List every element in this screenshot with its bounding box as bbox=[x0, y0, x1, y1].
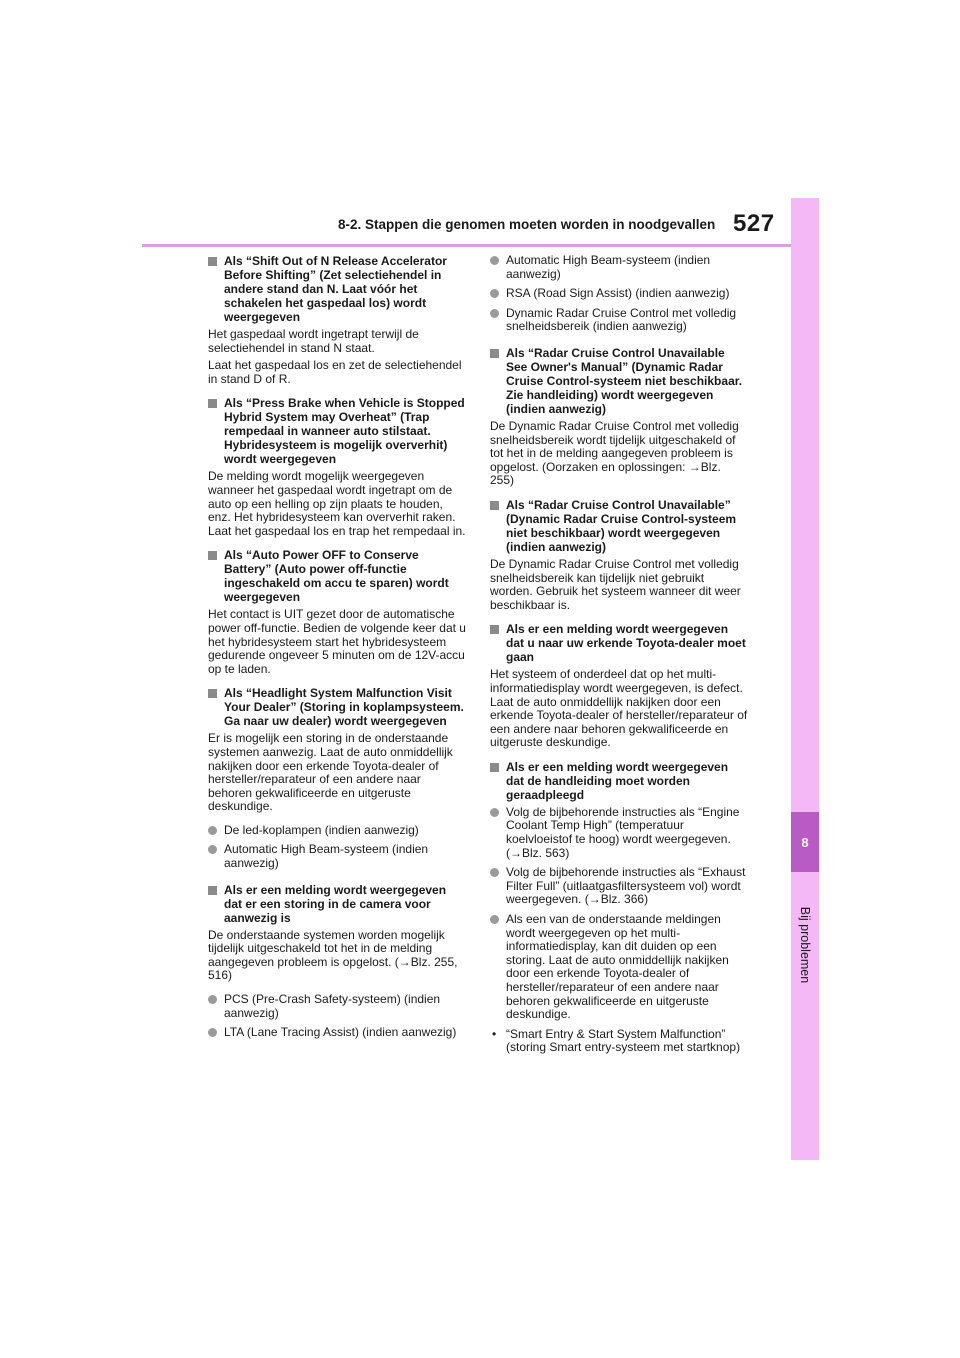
page-number: 527 bbox=[733, 210, 775, 237]
header-divider bbox=[142, 244, 791, 247]
heading-text: Als er een melding wordt weergegeven dat u naar uw erkende Toyota-dealer moet gaan bbox=[506, 622, 746, 665]
list-item-text: De led-koplampen (indien aanwezig) bbox=[224, 822, 419, 837]
list-item bbox=[208, 993, 466, 1020]
list-item bbox=[490, 866, 748, 907]
heading-text: Als “Radar Cruise Control Unavailable” (Dynamic Radar Cruise Control-systeem niet beschikbaar) wordt weergegeven (indien aanwezig) bbox=[506, 497, 737, 554]
square-bullet-icon bbox=[490, 625, 499, 634]
section-heading bbox=[490, 346, 748, 416]
list-item-text: LTA (Lane Tracing Assist) (indien aanwezig) bbox=[224, 1025, 457, 1040]
chapter-tab[interactable] bbox=[791, 812, 819, 872]
section-heading bbox=[490, 760, 748, 802]
heading-text: Als “Radar Cruise Control Unavailable See Owner's Manual” (Dynamic Radar Cruise Control-systeem niet beschikbaar. Zie handleiding) wordt weergegeven (indien aanwezig) bbox=[506, 345, 743, 416]
left-column bbox=[208, 254, 466, 1046]
paragraph: Er is mogelijk een storing in de onderstaande systemen aanwezig. Laat de auto onmiddellijk nakijken door een erkende Toyota-dealer of hersteller/reparateur of een andere naar behoren gekwalificeerde en uitgeruste deskundige. bbox=[208, 731, 453, 814]
sub-list-item bbox=[490, 1028, 748, 1055]
list-item-text: Automatic High Beam-systeem (indien aanwezig) bbox=[506, 253, 711, 281]
square-bullet-icon bbox=[490, 349, 499, 358]
square-bullet-icon bbox=[208, 551, 217, 560]
section-heading bbox=[208, 686, 466, 728]
square-bullet-icon bbox=[208, 399, 217, 408]
heading-text: Als er een melding wordt weergegeven dat de handleiding moet worden geraadpleegd bbox=[506, 759, 729, 802]
list-item bbox=[490, 913, 748, 1022]
round-bullet-icon bbox=[208, 1028, 217, 1037]
heading-text: Als “Press Brake when Vehicle is Stopped Hybrid System may Overheat” (Trap rempedaal in wanneer auto stilstaat. Hybridesysteem is mogelijk oververhit) wordt weergegeven bbox=[224, 396, 465, 467]
heading-text: Als “Shift Out of N Release Accelerator Before Shifting” (Zet selectiehendel in andere stand dan N. Laat vóór het schakelen het gaspedaal los) wordt weergegeven bbox=[224, 254, 447, 324]
round-bullet-icon bbox=[490, 256, 499, 265]
paragraph: Het contact is UIT gezet door de automatische power off-functie. Bedien de volgende keer dat u het hybridesysteem start het hybridesysteem gedurende ongeveer 5 minuten om de 12V-accu op te laden. bbox=[208, 607, 466, 676]
list-item bbox=[490, 806, 748, 860]
chapter-number: 8 bbox=[801, 834, 809, 850]
paragraph: Laat het gaspedaal los en zet de selectiehendel in stand D of R. bbox=[208, 358, 462, 386]
list-item-text: Als een van de onderstaande meldingen wordt weergegeven op het multi-informatiedisplay, kan dit duiden op een storing. Laat de auto onmiddellijk nakijken door een erkende Toyota-dealer of hersteller/reparateur of een andere naar behoren gekwalificeerde en uitgeruste deskundige. bbox=[506, 912, 729, 1022]
square-bullet-icon bbox=[208, 886, 217, 895]
sub-bullet-mark: • bbox=[492, 1026, 497, 1041]
list-item bbox=[490, 254, 748, 281]
list-item-text: RSA (Road Sign Assist) (indien aanwezig) bbox=[506, 286, 730, 301]
list-item-text: Dynamic Radar Cruise Control met volledig snelheidsbereik (indien aanwezig) bbox=[506, 305, 737, 334]
section-title: 8-2. Stappen die genomen moeten worden in noodgevallen bbox=[338, 217, 716, 232]
square-bullet-icon bbox=[490, 763, 499, 772]
heading-text: Als “Headlight System Malfunction Visit Your Dealer” (Storing in koplampsysteem. Ga naar uw dealer) wordt weergegeven bbox=[224, 686, 464, 729]
section-heading bbox=[208, 254, 466, 324]
paragraph: De melding wordt mogelijk weergegeven wanneer het gaspedaal wordt ingetrapt om de auto op een helling op zijn plaats te houden, enz. Het hybridesysteem kan oververhit raken. Laat het gaspedaal los en trap het rempedaal in. bbox=[208, 469, 466, 538]
round-bullet-icon bbox=[208, 826, 217, 835]
round-bullet-icon bbox=[490, 309, 499, 318]
round-bullet-icon bbox=[490, 915, 499, 924]
chapter-side-band bbox=[791, 198, 819, 1160]
round-bullet-icon bbox=[208, 845, 217, 854]
list-item-text: PCS (Pre-Crash Safety-systeem) (indien aanwezig) bbox=[224, 992, 441, 1020]
list-item bbox=[208, 824, 466, 838]
square-bullet-icon bbox=[208, 257, 217, 266]
paragraph: De onderstaande systemen worden mogelijk tijdelijk uitgeschakeld tot het in de melding aangegeven probleem is opgelost. (→Blz. 255, 516) bbox=[208, 927, 458, 983]
paragraph: Het gaspedaal wordt ingetrapt terwijl de selectiehendel in stand N staat. bbox=[208, 327, 419, 355]
paragraph: Het systeem of onderdeel dat op het multi-informatiedisplay wordt weergegeven, is defect. Laat de auto onmiddellijk nakijken door een erkende Toyota-dealer of hersteller/reparateur of een andere naar behoren gekwalificeerde en uitgeruste deskundige. bbox=[490, 667, 748, 750]
round-bullet-icon bbox=[490, 289, 499, 298]
list-item-text: Volg de bijbehorende instructies als “Exhaust Filter Full” (uitlaatgasfiltersysteem vol) wordt weergegeven. (→Blz. 366) bbox=[506, 865, 746, 907]
list-item bbox=[208, 843, 466, 870]
heading-text: Als er een melding wordt weergegeven dat er een storing in de camera voor aanwezig is bbox=[224, 882, 447, 925]
heading-text: Als “Auto Power OFF to Conserve Battery” (Auto power off-functie ingeschakeld om accu te sparen) wordt weergegeven bbox=[224, 548, 449, 605]
list-item bbox=[208, 1026, 466, 1040]
paragraph: De Dynamic Radar Cruise Control met volledig snelheidsbereik wordt tijdelijk uitgeschakeld of tot het in de melding aangegeven probleem is opgelost. (Oorzaken en oplossingen: →Blz. 255) bbox=[490, 418, 739, 488]
section-heading bbox=[490, 622, 748, 664]
list-item-text: Automatic High Beam-systeem (indien aanwezig) bbox=[224, 842, 429, 871]
square-bullet-icon bbox=[208, 689, 217, 698]
section-heading bbox=[490, 498, 748, 554]
list-item-text: Volg de bijbehorende instructies als “Engine Coolant Temp High” (temperatuur koelvloeistof te hoog) wordt weergegeven. (→Blz. 563) bbox=[506, 804, 740, 860]
round-bullet-icon bbox=[490, 868, 499, 877]
right-column bbox=[490, 254, 748, 1059]
section-heading bbox=[208, 883, 466, 925]
chapter-label: Bij problemen bbox=[798, 906, 812, 984]
round-bullet-icon bbox=[208, 995, 217, 1004]
section-heading bbox=[208, 548, 466, 604]
list-item bbox=[490, 307, 748, 334]
list-item bbox=[490, 287, 748, 301]
sub-list-item-text: “Smart Entry & Start System Malfunction” (storing Smart entry-systeem met startknop) bbox=[506, 1026, 741, 1055]
section-heading bbox=[208, 396, 466, 466]
square-bullet-icon bbox=[490, 501, 499, 510]
round-bullet-icon bbox=[490, 808, 499, 817]
paragraph: De Dynamic Radar Cruise Control met volledig snelheidsbereik kan tijdelijk niet gebruikt worden. Gebruik het systeem wanneer dit weer beschikbaar is. bbox=[490, 556, 741, 612]
